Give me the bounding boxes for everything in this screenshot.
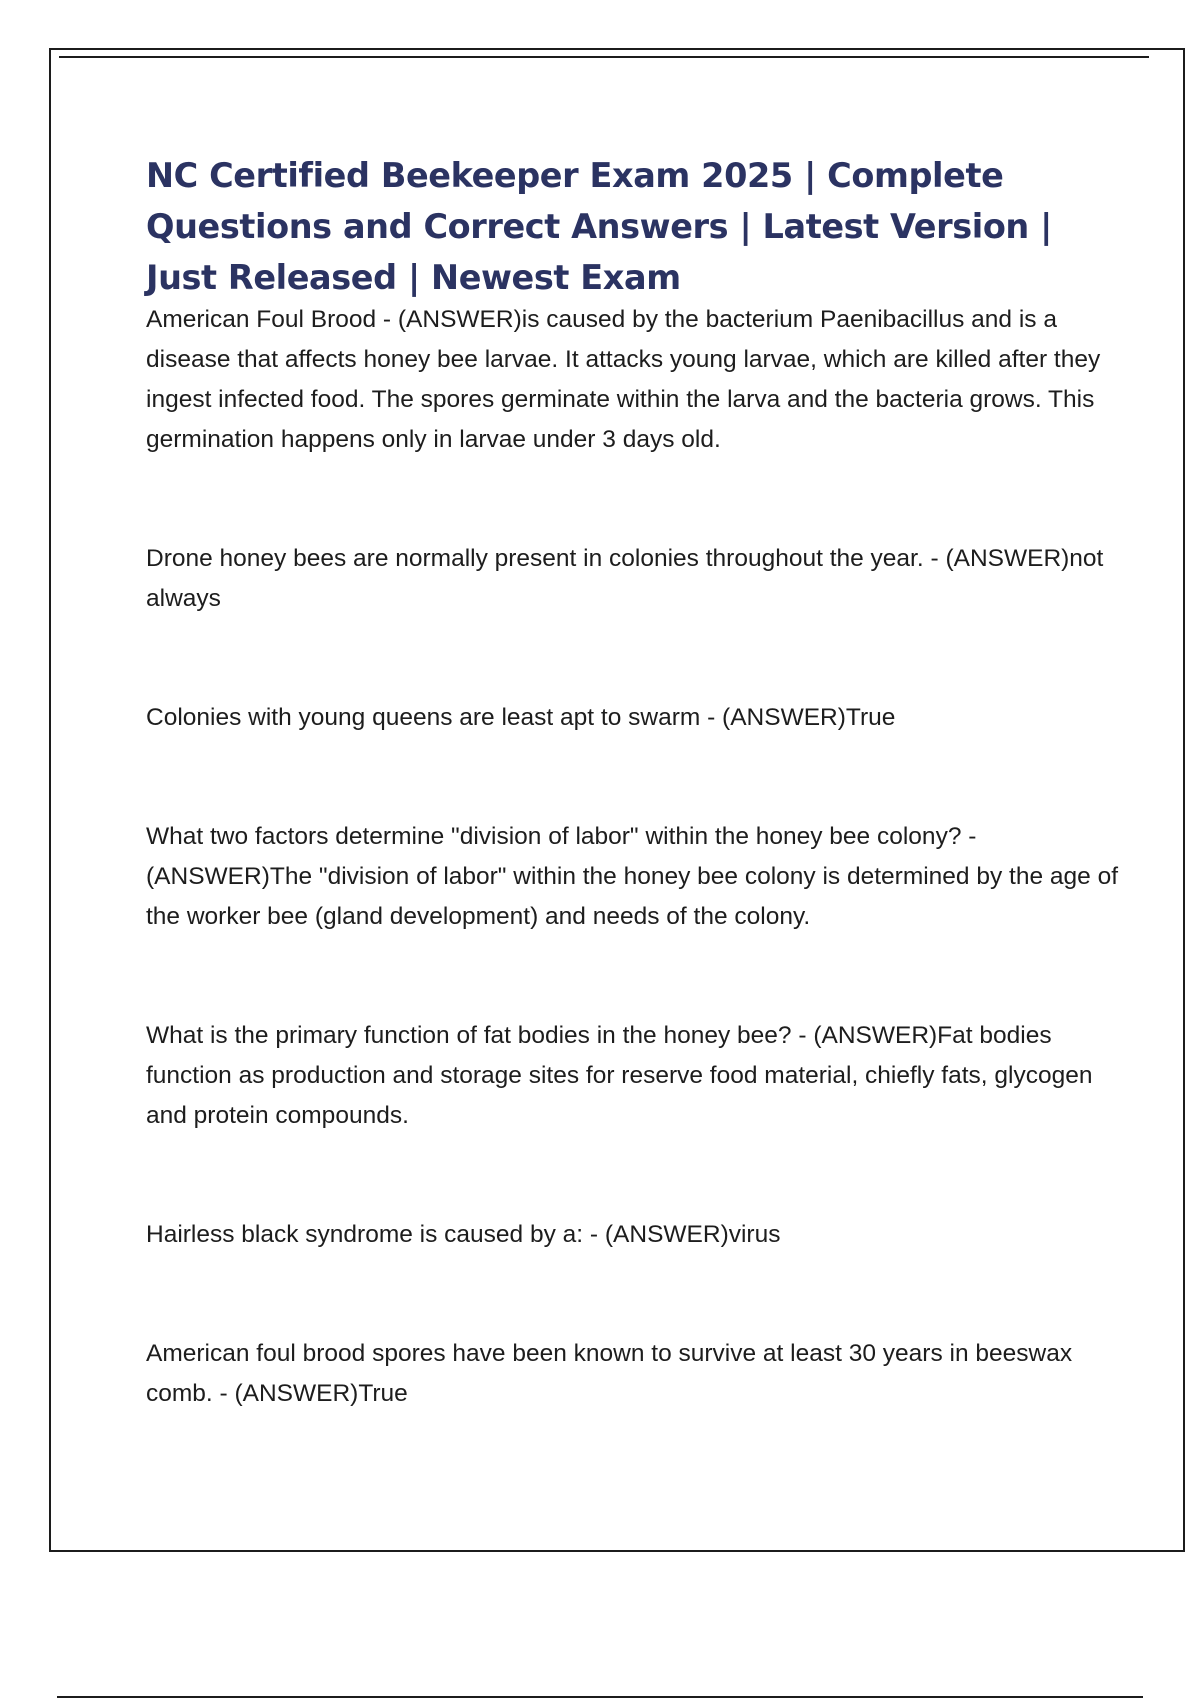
qa-item-american-foul-brood: American Foul Brood - (ANSWER)is caused by the bacterium Paenibacillus and is a disease that affects honey bee larvae. It attacks young larvae, which are killed after they ingest infected food. The spores germinate within the larva and the bacteria grows. This germination happens only in larvae under 3 days old. bbox=[146, 306, 1101, 453]
qa-item-young-queens: Colonies with young queens are least apt to swarm - (ANSWER)True bbox=[146, 704, 896, 731]
qa-item-fat-bodies: What is the primary function of fat bodies in the honey bee? - (ANSWER)Fat bodies function as production and storage sites for reserve food material, chiefly fats, glycogen and protein compounds. bbox=[146, 1022, 1093, 1129]
qa-item-hairless-black-syndrome: Hairless black syndrome is caused by a: - (ANSWER)virus bbox=[146, 1221, 781, 1248]
next-page-rule bbox=[57, 1696, 1143, 1698]
page-frame bbox=[49, 48, 1185, 1552]
qa-item-afb-spores: American foul brood spores have been known to survive at least 30 years in beeswax comb. - (ANSWER)True bbox=[146, 1340, 1073, 1407]
top-rule bbox=[59, 56, 1149, 58]
document-title: NC Certified Beekeeper Exam 2025 | Complete Questions and Correct Answers | Latest Version | Just Released | Newest Exam bbox=[146, 156, 1052, 297]
document-content bbox=[146, 150, 1126, 1414]
qa-item-drone-bees: Drone honey bees are normally present in colonies throughout the year. - (ANSWER)not always bbox=[146, 545, 1104, 612]
qa-item-division-of-labor: What two factors determine "division of labor" within the honey bee colony? - (ANSWER)The "division of labor" within the honey bee colony is determined by the age of the worker bee (gland development) and needs of the colony. bbox=[146, 823, 1119, 930]
